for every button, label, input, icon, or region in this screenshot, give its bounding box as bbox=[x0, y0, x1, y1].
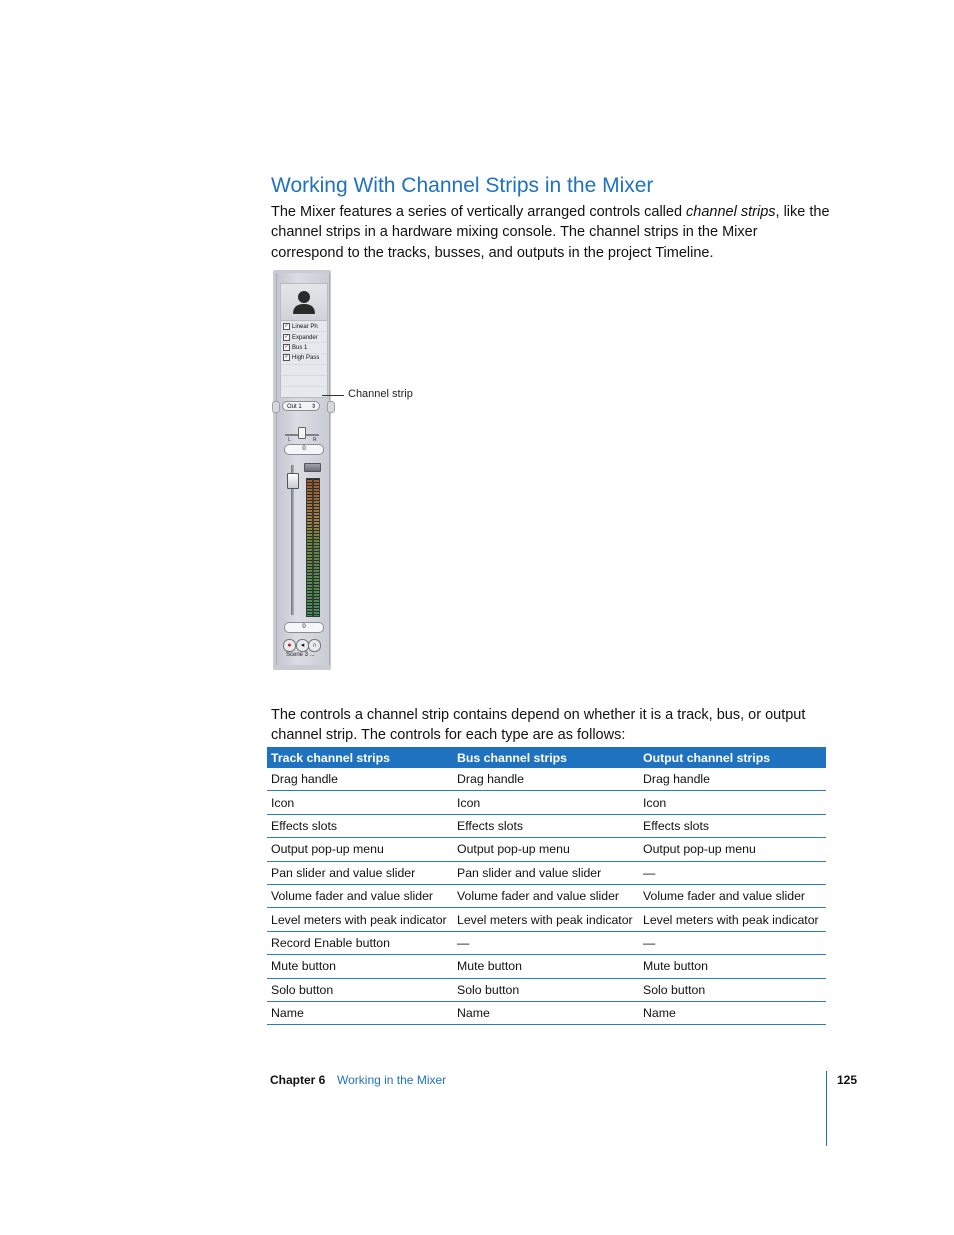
pan-slider[interactable] bbox=[298, 427, 306, 439]
callout-label: Channel strip bbox=[348, 388, 413, 400]
peak-indicator[interactable] bbox=[304, 463, 321, 472]
table-cell: Output pop-up menu bbox=[453, 838, 639, 861]
table-cell: Drag handle bbox=[267, 768, 453, 791]
table-cell: Solo button bbox=[267, 978, 453, 1001]
callout-line bbox=[322, 395, 344, 396]
pan-left-label: L bbox=[288, 437, 291, 443]
solo-icon: ∩ bbox=[311, 642, 318, 649]
table-row bbox=[267, 768, 826, 791]
effect-slot[interactable]: ✓ Expander bbox=[284, 333, 318, 341]
table-header-row bbox=[267, 747, 826, 768]
effect-slot[interactable]: ✓ Bus 1 bbox=[284, 343, 308, 351]
mute-icon: ◂ bbox=[300, 642, 305, 649]
table-cell: Icon bbox=[267, 791, 453, 814]
table-cell: Pan slider and value slider bbox=[267, 861, 453, 884]
table-row bbox=[267, 838, 826, 861]
output-popup-menu[interactable]: Out 1 ⇕ bbox=[282, 401, 320, 411]
table-intro-paragraph: The controls a channel strip contains depend on whether it is a track, bus, or output channel strip. The controls for each type are as follows: bbox=[271, 706, 806, 743]
checkbox-icon: ✓ bbox=[284, 343, 289, 350]
table-cell: Output pop-up menu bbox=[267, 838, 453, 861]
checkbox-icon: ✓ bbox=[284, 333, 289, 340]
table-row bbox=[267, 884, 826, 907]
table-row bbox=[267, 814, 826, 837]
track-icon-area bbox=[280, 283, 328, 321]
term-channel-strips: channel strips bbox=[686, 203, 776, 220]
checkbox-icon: ✓ bbox=[284, 322, 289, 329]
table-row bbox=[267, 791, 826, 814]
table-cell: Name bbox=[267, 1001, 453, 1024]
table-cell: — bbox=[453, 931, 639, 954]
drag-handle[interactable] bbox=[327, 401, 335, 413]
table-row bbox=[267, 861, 826, 884]
table-cell: Mute button bbox=[267, 955, 453, 978]
table-cell: Effects slots bbox=[453, 814, 639, 837]
checkbox-icon: ✓ bbox=[284, 353, 289, 360]
channel-strip-figure bbox=[271, 270, 333, 670]
person-icon bbox=[281, 284, 327, 320]
intro-paragraph: The Mixer features a series of vertically arranged controls called channel strips, like the channel strips in a hardware mixing console. The channel strips in the Mixer correspond to the tracks, busses, and outputs in the project Timeline. bbox=[271, 203, 830, 261]
level-meter-right bbox=[313, 478, 320, 617]
table-cell: Mute button bbox=[639, 955, 826, 978]
table-cell: Name bbox=[639, 1001, 826, 1024]
channel-strip-controls-table bbox=[267, 747, 826, 1025]
effects-slots bbox=[280, 320, 328, 398]
table-cell: Volume fader and value slider bbox=[267, 884, 453, 907]
table-cell: Effects slots bbox=[639, 814, 826, 837]
table-cell: — bbox=[639, 861, 826, 884]
drag-handle[interactable] bbox=[272, 401, 280, 413]
table-cell: Name bbox=[453, 1001, 639, 1024]
record-enable-button[interactable] bbox=[283, 639, 296, 652]
table-cell: Drag handle bbox=[639, 768, 826, 791]
table-row bbox=[267, 908, 826, 931]
pan-value-slider[interactable]: 0 bbox=[284, 444, 324, 455]
volume-fader[interactable] bbox=[287, 473, 299, 489]
table-cell: Drag handle bbox=[453, 768, 639, 791]
page-number: 125 bbox=[837, 1073, 858, 1087]
table-cell: Effects slots bbox=[267, 814, 453, 837]
pan-right-label: R bbox=[313, 437, 317, 443]
footer-chapter-label: Chapter 6 bbox=[270, 1073, 326, 1087]
table-cell: Output pop-up menu bbox=[639, 838, 826, 861]
table-cell: Level meters with peak indicator bbox=[453, 908, 639, 931]
table-cell: Solo button bbox=[453, 978, 639, 1001]
channel-name: Scene 3 ... bbox=[286, 652, 315, 658]
footer-chapter-title[interactable]: Working in the Mixer bbox=[337, 1073, 447, 1087]
table-cell: — bbox=[639, 931, 826, 954]
table-cell: Solo button bbox=[639, 978, 826, 1001]
table-cell: Icon bbox=[639, 791, 826, 814]
table-cell: Level meters with peak indicator bbox=[639, 908, 826, 931]
table-cell: Record Enable button bbox=[267, 931, 453, 954]
column-header: Output channel strips bbox=[639, 747, 826, 768]
table-cell: Volume fader and value slider bbox=[639, 884, 826, 907]
table-cell: Level meters with peak indicator bbox=[267, 908, 453, 931]
record-icon: ● bbox=[287, 642, 292, 649]
table-row bbox=[267, 955, 826, 978]
effect-slot[interactable]: ✓ Linear Ph bbox=[284, 322, 318, 330]
column-header: Bus channel strips bbox=[453, 747, 639, 768]
table-row bbox=[267, 1001, 826, 1024]
solo-button[interactable] bbox=[308, 639, 321, 652]
column-header: Track channel strips bbox=[267, 747, 453, 768]
table-cell: Icon bbox=[453, 791, 639, 814]
table-row bbox=[267, 978, 826, 1001]
popup-arrows-icon: ⇕ bbox=[310, 404, 316, 410]
channel-strip bbox=[276, 273, 330, 665]
level-meter-left bbox=[306, 478, 313, 617]
section-title: Working With Channel Strips in the Mixer bbox=[271, 174, 654, 198]
volume-value-slider[interactable]: 0 bbox=[284, 622, 324, 633]
footer-divider bbox=[826, 1071, 827, 1146]
table-row bbox=[267, 931, 826, 954]
table-cell: Mute button bbox=[453, 955, 639, 978]
effect-slot[interactable]: ✓ High Pass bbox=[284, 353, 320, 361]
table-cell: Pan slider and value slider bbox=[453, 861, 639, 884]
table-cell: Volume fader and value slider bbox=[453, 884, 639, 907]
